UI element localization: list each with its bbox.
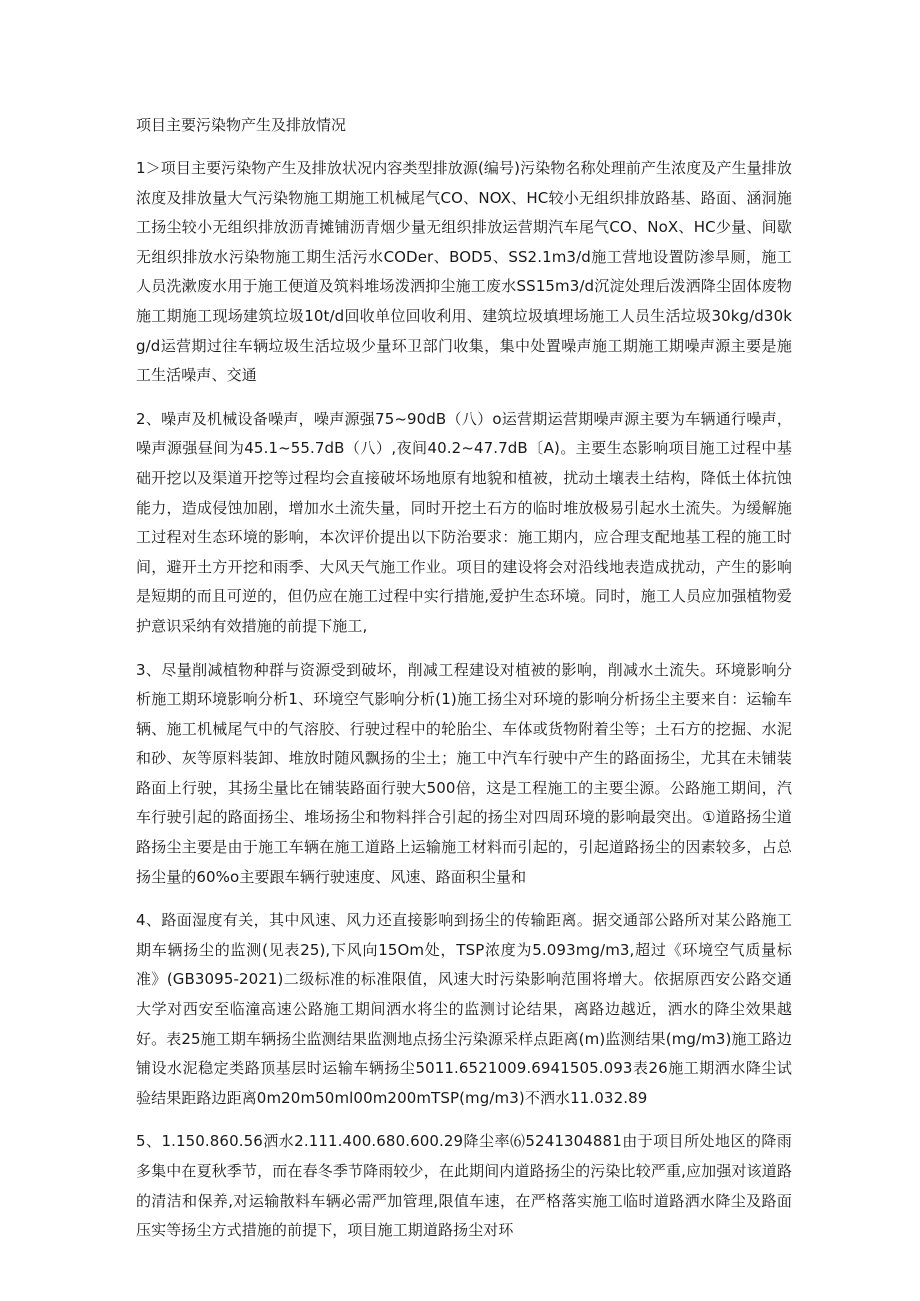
- paragraph-3: 3、尽量削减植物种群与资源受到破坏，削减工程建设对植被的影响，削减水土流失。环境影响分析施工期环境影响分析1、环境空气影响分析(1)施工扬尘对环境的影响分析扬尘主要来自：运输车辆、施工机械尾气中的气溶胶、行驶过程中的轮胎尘、车体或货物附着尘等；土石方的挖掘、水泥和砂、灰等原料装卸、堆放时随风飘扬的尘土；施工中汽车行驶中产生的路面扬尘，尤其在未铺装路面上行驶，其扬尘量比在铺装路面行驶大500倍，这是工程施工的主要尘源。公路施工期间，汽车行驶引起的路面扬尘、堆场扬尘和物料拌合引起的扬尘对四周环境的影响最突出。①道路扬尘道路扬尘主要是由于施工车辆在施工道路上运输施工材料而引起的，引起道路扬尘的因素较多，占总扬尘量的60%o主要跟车辆行驶速度、风速、路面积尘量和: [136, 660, 792, 886]
- paragraph-1: 1＞项目主要污染物产生及排放状况内容类型排放源(编号)污染物名称处理前产生浓度及产生量排放浓度及排放量大气污染物施工期施工机械尾气CO、NOX、HC较小无组织排放路基、路面、涵洞施工扬尘较小无组织排放沥青摊铺沥青烟少量无组织排放运营期汽车尾气CO、NoX、HC少量、间歇无组织排放水污染物施工期生活污水CODer、BOD5、SS2.1m3∕d施工营地设置防渗旱厕，施工人员洗漱废水用于施工便道及筑料堆场泼洒抑尘施工废水SS15m3∕d沉淀处理后泼洒降尘固体废物施工期施工现场建筑垃圾10t∕d回收单位回收利用、建筑垃圾填埋场施工人员生活垃圾30kg∕d30kg∕d运营期过往车辆垃圾生活垃圾少量环卫部门收集，集中处置噪声施工期施工期噪声源主要是施工生活噪声、交通: [136, 159, 792, 385]
- document-page: [136, 110, 792, 1260]
- paragraph-2: 2、噪声及机械设备噪声，噪声源强75~90dB（八）o运营期运营期噪声源主要为车辆通行噪声，噪声源强昼间为45.1~55.7dB（八）,夜间40.2~47.7dB〔A)。主要生态影响项目施工过程中基础开挖以及渠道开挖等过程均会直接破坏场地原有地貌和植被，扰动土壤表土结构，降低土体抗蚀能力，造成侵蚀加剧，增加水土流失量，同时开挖土石方的临时堆放极易引起水土流失。为缓解施工过程对生态环境的影响，本次评价提出以下防治要求：施工期内，应合理支配地基工程的施工时间，避开土方开挖和雨季、大风天气施工作业。项目的建设将会对沿线地表造成扰动，产生的影响是短期的而且可逆的，但仍应在施工过程中实行措施,爱护生态环境。同时，施工人员应加强植物爱护意识采纳有效措施的前提下施工,: [136, 409, 792, 635]
- paragraph-5: 5、1.150.860.56洒水2.111.400.680.600.29降尘率⑹5241304881由于项目所处地区的降雨多集中在夏秋季节，而在春冬季节降雨较少，在此期间内道路扬尘的污染比较严重,应加强对该道路的清洁和保养,对运输散料车辆必需严加管理,限值车速，在严格落实施工临时道路洒水降尘及路面压实等扬尘方式措施的前提下，项目施工期道路扬尘对环: [136, 1132, 792, 1240]
- document-title: 项目主要污染物产生及排放情况: [136, 116, 347, 134]
- paragraph-4: 4、路面湿度有关，其中风速、风力还直接影响到扬尘的传输距离。据交通部公路所对某公路施工期车辆扬尘的监测(见表25),下风向15Om处，TSP浓度为5.093mg∕m3,超过《环境空气质量标准》(GB3095-2021)二级标准的标准限值，风速大时污染影响范围将增大。依据原西安公路交通大学对西安至临潼高速公路施工期间洒水将尘的监测讨论结果，离路边越近，洒水的降尘效果越好。表25施工期车辆扬尘监测结果监测地点扬尘污染源采样点距离(m)监测结果(mg∕m3)施工路边铺设水泥稳定类路顶基层时运输车辆扬尘5011.6521009.6941505.093表26施工期洒水降尘试验结果距路边距离0m20m50ml00m200mTSP(mg∕m3)不洒水11.032.89: [136, 911, 792, 1107]
